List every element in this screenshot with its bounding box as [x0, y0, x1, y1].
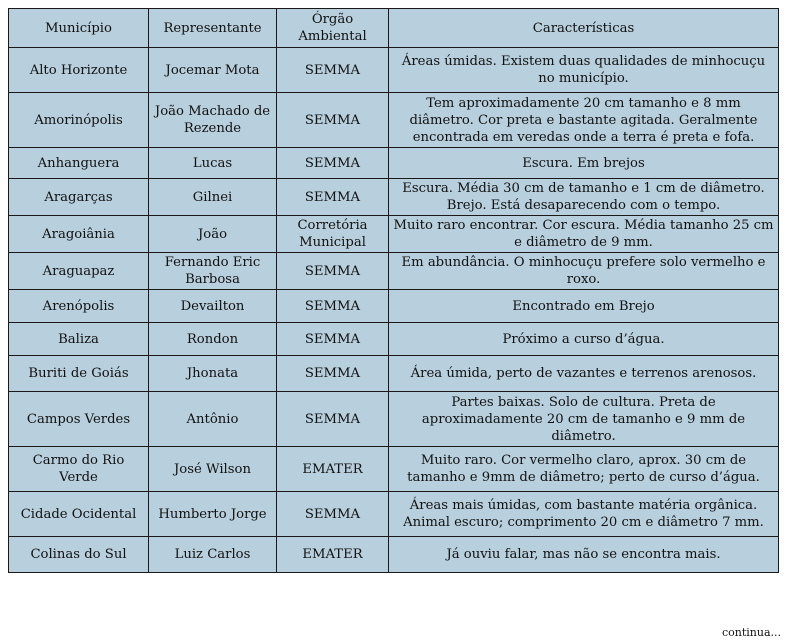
header-caracteristicas: Características: [389, 9, 779, 48]
cell-caracteristicas: Próximo a curso d’água.: [389, 323, 779, 356]
cell-caracteristicas: Escura. Em brejos: [389, 148, 779, 179]
table-row: [9, 492, 779, 537]
cell-representante: Humberto Jorge: [149, 492, 277, 537]
cell-municipio: Arenópolis: [9, 290, 149, 323]
table-row: [9, 356, 779, 392]
header-representante: Representante: [149, 9, 277, 48]
cell-orgao: SEMMA: [277, 356, 389, 392]
cell-representante: Lucas: [149, 148, 277, 179]
cell-representante: Jhonata: [149, 356, 277, 392]
cell-caracteristicas: Já ouviu falar, mas não se encontra mais.: [389, 537, 779, 573]
cell-orgao: SEMMA: [277, 93, 389, 148]
cell-representante: Luiz Carlos: [149, 537, 277, 573]
cell-municipio: Alto Horizonte: [9, 48, 149, 93]
cell-caracteristicas: Áreas mais úmidas, com bastante matéria orgânica. Animal escuro; comprimento 20 cm e diâmetro 7 mm.: [389, 492, 779, 537]
table-row: [9, 537, 779, 573]
header-orgao-line2: Ambiental: [298, 29, 367, 44]
cell-caracteristicas: Área úmida, perto de vazantes e terrenos arenosos.: [389, 356, 779, 392]
table-row: [9, 48, 779, 93]
header-municipio: Município: [9, 9, 149, 48]
cell-municipio: Campos Verdes: [9, 392, 149, 447]
cell-caracteristicas: Áreas úmidas. Existem duas qualidades de minhocuçu no município.: [389, 48, 779, 93]
cell-representante: Fernando Eric Barbosa: [149, 253, 277, 290]
cell-orgao: SEMMA: [277, 392, 389, 447]
cell-caracteristicas: Muito raro. Cor vermelho claro, aprox. 30 cm de tamanho e 9mm de diâmetro; perto de curso d’água.: [389, 447, 779, 492]
table-row: [9, 392, 779, 447]
table-row: [9, 290, 779, 323]
table-row: [9, 179, 779, 216]
cell-representante: José Wilson: [149, 447, 277, 492]
header-orgao-ambiental: [277, 9, 389, 48]
cell-representante: Jocemar Mota: [149, 48, 277, 93]
cell-orgao: SEMMA: [277, 148, 389, 179]
table-row: [9, 253, 779, 290]
municipalities-table: [8, 8, 779, 573]
cell-municipio: Aragoiânia: [9, 216, 149, 253]
cell-caracteristicas: Muito raro encontrar. Cor escura. Média tamanho 25 cm e diâmetro de 9 mm.: [389, 216, 779, 253]
cell-representante: Rondon: [149, 323, 277, 356]
cell-orgao: EMATER: [277, 537, 389, 573]
cell-orgao: SEMMA: [277, 290, 389, 323]
table-header-row: [9, 9, 779, 48]
cell-orgao: SEMMA: [277, 492, 389, 537]
cell-municipio: Aragarças: [9, 179, 149, 216]
table-row: [9, 93, 779, 148]
cell-municipio: Colinas do Sul: [9, 537, 149, 573]
table-row: [9, 216, 779, 253]
cell-orgao: SEMMA: [277, 179, 389, 216]
cell-representante: Gilnei: [149, 179, 277, 216]
cell-orgao: SEMMA: [277, 48, 389, 93]
cell-municipio: Baliza: [9, 323, 149, 356]
cell-orgao: EMATER: [277, 447, 389, 492]
table-row: [9, 447, 779, 492]
cell-representante: Antônio: [149, 392, 277, 447]
header-orgao-line1: Órgão: [311, 12, 354, 27]
cell-municipio: Buriti de Goiás: [9, 356, 149, 392]
table-row: [9, 148, 779, 179]
cell-orgao: SEMMA: [277, 323, 389, 356]
cell-caracteristicas: Escura. Média 30 cm de tamanho e 1 cm de diâmetro. Brejo. Está desaparecendo com o tempo.: [389, 179, 779, 216]
cell-municipio: Anhanguera: [9, 148, 149, 179]
cell-municipio: Araguapaz: [9, 253, 149, 290]
table-row: [9, 323, 779, 356]
cell-orgao: Corretória Municipal: [277, 216, 389, 253]
cell-caracteristicas: Em abundância. O minhocuçu prefere solo vermelho e roxo.: [389, 253, 779, 290]
cell-orgao: SEMMA: [277, 253, 389, 290]
cell-representante: João Machado de Rezende: [149, 93, 277, 148]
cell-municipio: Carmo do Rio Verde: [9, 447, 149, 492]
cell-caracteristicas: Encontrado em Brejo: [389, 290, 779, 323]
cell-representante: João: [149, 216, 277, 253]
cell-caracteristicas: Partes baixas. Solo de cultura. Preta de aproximadamente 20 cm de tamanho e 9 mm de diâmetro.: [389, 392, 779, 447]
cell-municipio: Cidade Ocidental: [9, 492, 149, 537]
cell-representante: Devailton: [149, 290, 277, 323]
continuation-note: continua...: [721, 626, 781, 639]
cell-caracteristicas: Tem aproximadamente 20 cm tamanho e 8 mm diâmetro. Cor preta e bastante agitada. Geralmente encontrada em veredas onde a terra é preta e fofa.: [389, 93, 779, 148]
cell-municipio: Amorinópolis: [9, 93, 149, 148]
